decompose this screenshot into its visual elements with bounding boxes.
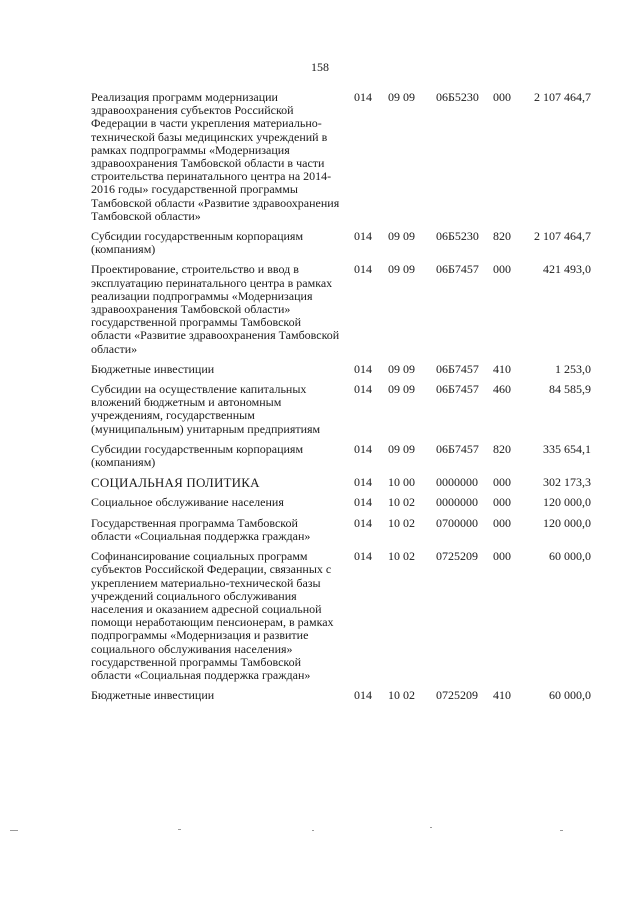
target-item-code: 06Б7457 (436, 262, 479, 277)
expense-name: Субсидии на осуществление капитальных вложений бюджетным и автономным учреждениям, государственным (муниципальным) унитарным предприятиям (91, 382, 321, 436)
table-row (91, 689, 601, 702)
amount: 421 493,0 (543, 262, 591, 277)
ministry-code: 014 (354, 475, 372, 490)
table-row (91, 476, 601, 489)
ministry-code: 014 (354, 382, 372, 397)
table-row (91, 496, 601, 509)
ministry-code: 014 (354, 361, 372, 376)
section-code: 09 09 (388, 90, 415, 104)
amount: 2 107 464,7 (534, 90, 591, 104)
expense-name: Софинансирование социальных программ субъектов Российской Федерации, связанных с укреплением материально-технической базы учреждений социального обслуживания населения и оказанием адресной социальной помощи неработающим пенсионерам, в рамках подпрограммы «Модернизация и развитие социального обслуживания населения» государственной программы Тамбовской области «Социальная поддержка граждан» (91, 549, 334, 682)
target-item-code: 0725209 (436, 549, 478, 564)
target-item-code: 06Б7457 (436, 361, 479, 376)
ministry-code: 014 (354, 515, 372, 530)
expense-name: Субсидии государственным корпорациям (компаниям) (91, 229, 304, 257)
ministry-code: 014 (354, 549, 372, 564)
section-code: 09 09 (388, 382, 415, 397)
amount: 302 173,3 (543, 475, 591, 490)
expense-type-code: 410 (493, 361, 511, 376)
expense-name: Реализация программ модернизации здравоохранения субъектов Российской Федерации в части укрепления материально-технической базы медицинских учреждений в рамках подпрограммы «Модернизация здравоохранения Тамбовской области в части строительства перинатального центра на 2014-2016 годы» государственной программы Тамбовской области «Развитие здравоохранения Тамбовской области» (91, 90, 340, 223)
amount: 60 000,0 (549, 688, 591, 703)
target-item-code: 0000000 (436, 495, 478, 510)
target-item-code: 06Б5230 (436, 229, 479, 244)
table-row (91, 443, 601, 469)
scan-artifact (312, 830, 314, 831)
ministry-code: 014 (354, 90, 372, 104)
expense-type-code: 000 (493, 549, 511, 564)
amount: 2 107 464,7 (534, 229, 591, 244)
amount: 1 253,0 (555, 361, 591, 376)
target-item-code: 0725209 (436, 688, 478, 703)
table-row (91, 363, 601, 376)
expense-type-code: 000 (493, 515, 511, 530)
ministry-code: 014 (354, 441, 372, 456)
expense-type-code: 820 (493, 441, 511, 456)
ministry-code: 014 (354, 262, 372, 277)
page-number: 158 (311, 60, 329, 74)
table-row (91, 263, 601, 355)
section-code: 09 09 (388, 361, 415, 376)
section-code: 10 00 (388, 475, 415, 490)
section-code: 09 09 (388, 441, 415, 456)
amount: 335 654,1 (543, 441, 591, 456)
table-row (91, 517, 601, 543)
expense-name: Государственная программа Тамбовской области «Социальная поддержка граждан» (91, 515, 311, 543)
amount: 120 000,0 (543, 515, 591, 530)
expense-type-code: 000 (493, 495, 511, 510)
scan-artifact (10, 830, 18, 831)
target-item-code: 06Б7457 (436, 382, 479, 397)
expense-name: Субсидии государственным корпорациям (компаниям) (91, 441, 304, 470)
expense-type-code: 000 (493, 475, 511, 490)
expense-name: Бюджетные инвестиции (91, 688, 215, 703)
expense-type-code: 000 (493, 262, 511, 277)
table-row (91, 383, 601, 436)
table-row (91, 91, 601, 223)
table-row (91, 550, 601, 682)
amount: 84 585,9 (549, 382, 591, 397)
amount: 120 000,0 (543, 495, 591, 510)
scan-artifact (430, 827, 432, 828)
section-code: 10 02 (388, 495, 415, 510)
scan-artifact (178, 829, 181, 830)
scan-artifact (560, 830, 563, 831)
expense-type-code: 410 (493, 688, 511, 703)
budget-table (91, 91, 601, 709)
target-item-code: 06Б7457 (436, 441, 479, 456)
target-item-code: 0000000 (436, 475, 478, 490)
ministry-code: 014 (354, 495, 372, 510)
expense-name: Бюджетные инвестиции (91, 361, 215, 376)
expense-type-code: 000 (493, 90, 511, 104)
ministry-code: 014 (354, 688, 372, 703)
expense-type-code: 460 (493, 382, 511, 397)
expense-type-code: 820 (493, 229, 511, 244)
amount: 60 000,0 (549, 549, 591, 564)
section-code: 10 02 (388, 549, 415, 564)
section-heading: СОЦИАЛЬНАЯ ПОЛИТИКА (91, 475, 260, 491)
section-code: 09 09 (388, 262, 415, 277)
expense-name: Социальное обслуживание населения (91, 495, 284, 510)
table-row (91, 230, 601, 256)
section-code: 10 02 (388, 515, 415, 530)
section-code: 09 09 (388, 229, 415, 244)
section-code: 10 02 (388, 688, 415, 703)
target-item-code: 0700000 (436, 515, 478, 530)
ministry-code: 014 (354, 229, 372, 244)
target-item-code: 06Б5230 (436, 90, 479, 104)
expense-name: Проектирование, строительство и ввод в эксплуатацию перинатального центра в рамках реализации подпрограммы «Модернизация здравоохранения Тамбовской области» государственной программы Тамбовской области «Развитие здравоохранения Тамбовской области» (91, 262, 340, 356)
